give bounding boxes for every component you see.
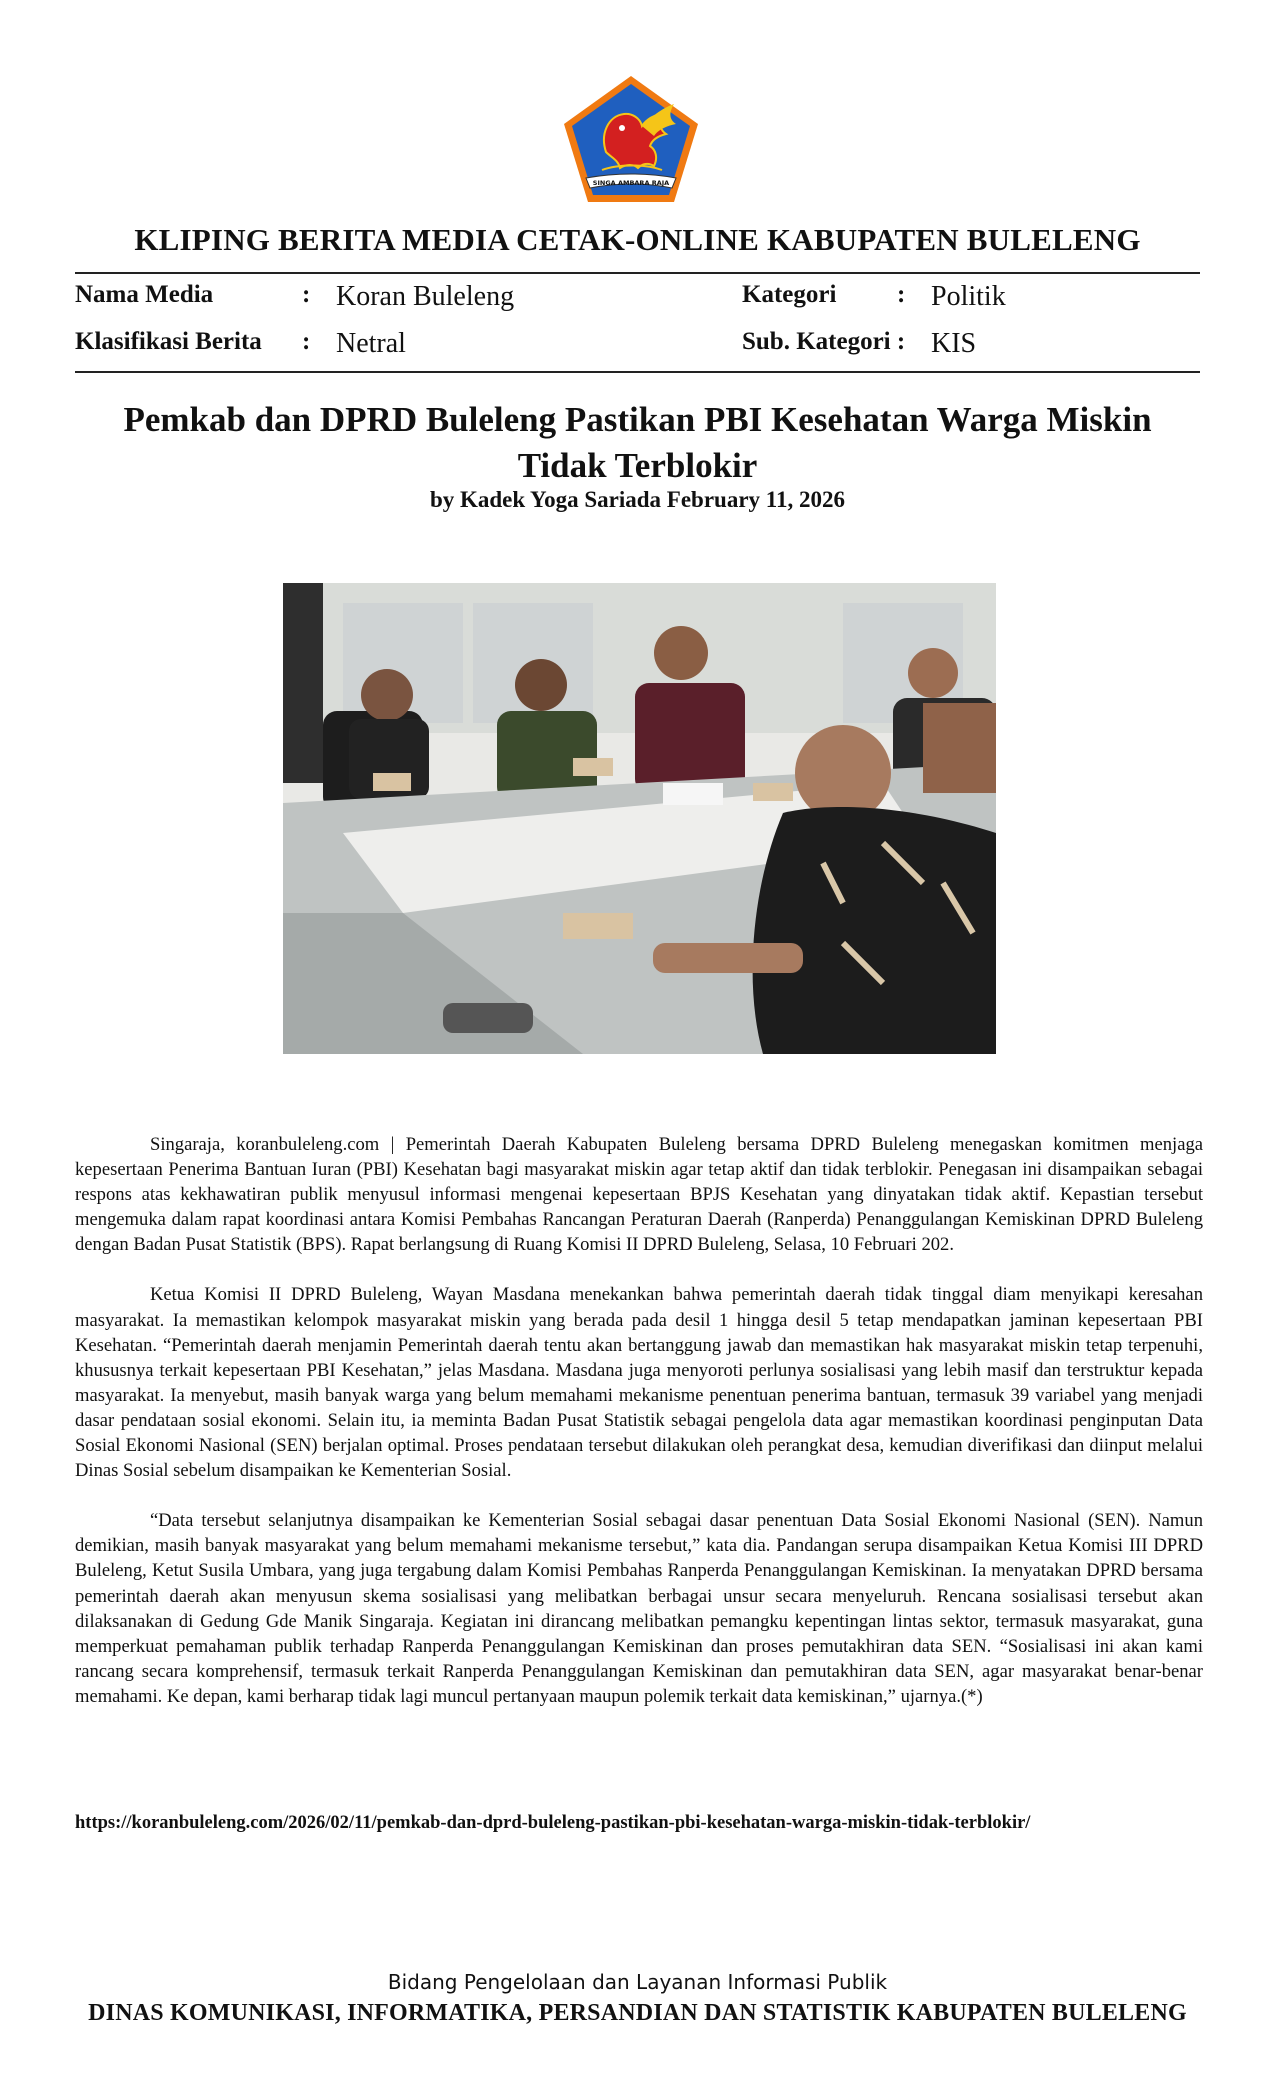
article-paragraph-1: Singaraja, koranbuleleng.com | Pemerintah Daerah Kabupaten Buleleng bersama DPRD Buleleng menegaskan komitmen menjaga kepesertaan Penerima Bantuan Iuran (PBI) Kesehatan bagi masyarakat miskin agar tetap aktif dan tidak terblokir. Penegasan ini disampaikan sebagai respons atas kekhawatiran publik menyusul informasi mengenai kepesertaan BPJS Kesehatan yang dinyatakan tidak aktif. Kepastian tersebut mengemuka dalam rapat koordinasi antara Komisi Pembahas Rancangan Peraturan Daerah (Ranperda) Penanggulangan Kemiskinan DPRD Buleleng dengan Badan Pusat Statistik (BPS). Rapat berlangsung di Ruang Komisi II DPRD Buleleng, Selasa, 10 Februari 202. <box>75 1134 1203 1256</box>
kategori-colon: : <box>897 281 906 308</box>
article-paragraph-2: Ketua Komisi II DPRD Buleleng, Wayan Masdana menekankan bahwa pemerintah daerah tidak tinggal diam menyikapi keresahan masyarakat. Ia memastikan kelompok masyarakat miskin yang berada pada desil 1 hingga desil 5 tetap mendapatkan jaminan kepesertaan PBI Kesehatan. “Pemerintah daerah menjamin Pemerintah daerah tentu akan bertanggung jawab dan memastikan hak masyarakat miskin tetap terpenuhi, khususnya terkait kepesertaan PBI Kesehatan,” jelas Masdana. Masdana juga menyoroti perlunya sosialisasi yang lebih masif dan terstruktur kepada masyarakat. Ia menyebut, masih banyak warga yang belum memahami mekanisme penentuan penerima bantuan, termasuk 39 variabel yang menjadi dasar pendataan sosial ekonomi. Selain itu, ia meminta Badan Pusat Statistik sebagai pengelola data agar memastikan koordinasi penginputan Data Sosial Ekonomi Nasional (SEN) berjalan optimal. Proses pendataan tersebut dilakukan oleh perangkat desa, kemudian diverifikasi dan diinput melalui Dinas Sosial sebelum disampaikan ke Kementerian Sosial. <box>75 1284 1203 1482</box>
header-top-divider <box>75 272 1200 274</box>
klasifikasi-berita-label: Klasifikasi Berita <box>75 328 262 355</box>
nama-media-value: Koran Buleleng <box>336 281 515 312</box>
source-url-link[interactable]: https://koranbuleleng.com/2026/02/11/pemkab-dan-dprd-buleleng-pastikan-pbi-kesehatan-warga-miskin-tidak-terblokir/ <box>75 1813 1031 1833</box>
article-paragraph-3: “Data tersebut selanjutnya disampaikan ke Kementerian Sosial sebagai dasar penentuan Data Sosial Ekonomi Nasional (SEN). Namun demikian, masih banyak masyarakat yang belum memahami mekanisme tersebut,” kata dia. Pandangan serupa disampaikan Ketua Komisi III DPRD Buleleng, Ketut Susila Umbara, yang juga tergabung dalam Komisi Pembahas Ranperda Penanggulangan Kemiskinan. Ia menyatakan DPRD bersama pemerintah daerah akan menyusun skema sosialisasi yang melibatkan berbagai unsur secara menyeluruh. Rencana sosialisasi tersebut akan dilaksanakan di Gedung Gde Manik Singaraja. Kegiatan ini dirancang melibatkan pemangku kepentingan lintas sektor, termasuk masyarakat, guna memperkuat pemahaman publik terhadap Ranperda Penanggulangan Kemiskinan dan proses pemutakhiran data SEN. “Sosialisasi ini akan kami rancang secara komprehensif, termasuk terkait Ranperda Penanggulangan Kemiskinan dan pemutakhiran data SEN, agar masyarakat benar-benar memahami. Ke depan, kami berharap tidak lagi muncul pertanyaan maupun polemik terkait data kemiskinan,” ujarnya.(*) <box>75 1510 1203 1707</box>
article-photo <box>283 583 996 1054</box>
buleleng-emblem-logo <box>562 74 700 204</box>
kategori-label: Kategori <box>742 281 837 308</box>
article-body <box>75 1132 1203 1734</box>
footer-dinas: DINAS KOMUNIKASI, INFORMATIKA, PERSANDIAN DAN STATISTIK KABUPATEN BULELENG <box>88 2000 1187 2026</box>
klasifikasi-berita-colon: : <box>302 328 311 355</box>
nama-media-colon: : <box>302 281 311 308</box>
article-headline: Pemkab dan DPRD Buleleng Pastikan PBI Kesehatan Warga Miskin Tidak Terblokir <box>123 400 1152 485</box>
nama-media-label: Nama Media <box>75 281 214 308</box>
footer-bidang: Bidang Pengelolaan dan Layanan Informasi Publik <box>387 1970 888 1994</box>
document-header-title: KLIPING BERITA MEDIA CETAK-ONLINE KABUPATEN BULELENG <box>134 222 1141 257</box>
emblem-motto: SINGA AMBARA RAJA <box>592 179 670 187</box>
sub-kategori-label: Sub. Kategori : <box>742 328 906 355</box>
article-byline: by Kadek Yoga Sariada February 11, 2026 <box>429 487 846 512</box>
kategori-value: Politik <box>931 281 1006 312</box>
sub-kategori-value: KIS <box>931 328 977 359</box>
klasifikasi-berita-value: Netral <box>336 328 406 359</box>
header-bottom-divider <box>75 371 1200 373</box>
